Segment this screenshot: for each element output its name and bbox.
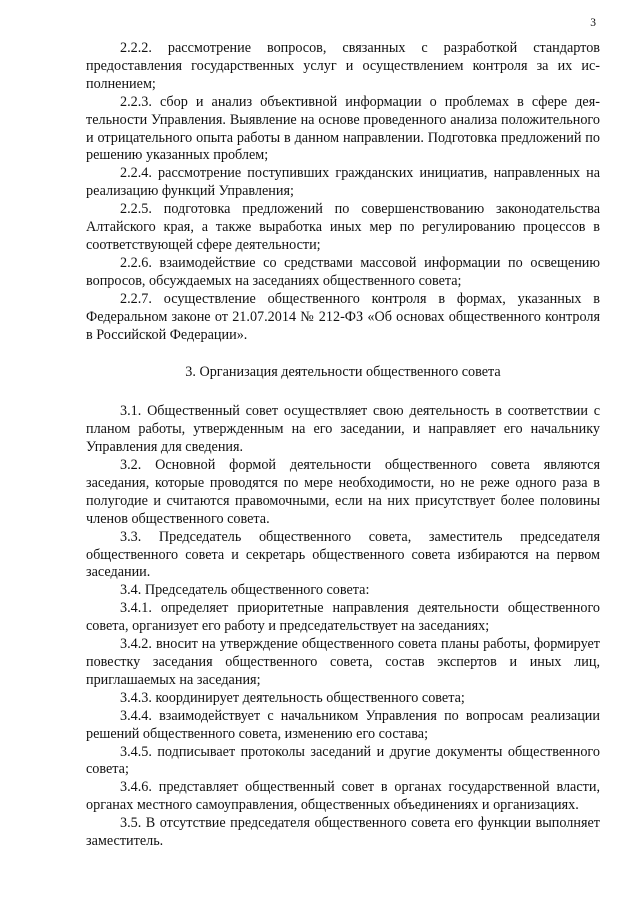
paragraph-3-4-1: 3.4.1. определяет приоритетные направления деятельности общественного совета, организует его работу и председательствует на заседаниях; — [86, 600, 600, 635]
paragraph-3-5: 3.5. В отсутствие председателя общественного совета его функции выполняет заместитель. — [86, 815, 600, 850]
paragraph-3-2: 3.2. Основной формой деятельности общественного совета являются заседания, которые проводятся по мере необходимости, но не реже одного раза в полугодие и считаются правомочными, если на них присутствует более половины членов общественного совета. — [86, 457, 600, 527]
paragraph-3-4-4: 3.4.4. взаимодействует с начальником Управления по вопросам реализации решений общественного совета, изменению его состава; — [86, 707, 600, 742]
paragraph-2-2-4: 2.2.4. рассмотрение поступивших гражданских инициатив, направленных на реализацию функций Управления; — [86, 165, 600, 200]
section-3-list — [86, 403, 600, 851]
section-2-list — [86, 40, 600, 344]
paragraph-3-4-6: 3.4.6. представляет общественный совет в органах государственной власти, органах местного самоуправления, общественных объединениях и организациях. — [86, 779, 600, 814]
paragraph-2-2-6: 2.2.6. взаимодействие со средствами массовой информации по освещению вопросов, обсуждаемых на заседаниях общественного совета; — [86, 254, 600, 289]
paragraph-2-2-2: 2.2.2. рассмотрение вопросов, связанных с разработкой стандартов предоставления государственных услуг и осуществлением контроля за их исполнением; — [86, 40, 600, 92]
paragraph-3-4-3: 3.4.3. координирует деятельность общественного совета; — [120, 689, 465, 706]
paragraph-3-4-2: 3.4.2. вносит на утверждение общественного совета планы работы, формирует повестку заседания общественного совета, состав экспертов и иных лиц, приглашаемых на заседания; — [86, 636, 600, 688]
page-number: 3 — [590, 17, 596, 29]
paragraph-2-2-5: 2.2.5. подготовка предложений по совершенствованию законодательства Алтайского края, а также выработка иных мер по регулированию процессов в соответствующей сфере деятельности; — [86, 201, 600, 253]
paragraph-2-2-7: 2.2.7. осуществление общественного контроля в формах, указанных в Федеральном законе от 21.07.2014 № 212-ФЗ «Об основах общественного контроля в Российской Федерации». — [86, 290, 600, 343]
paragraph-3-4: 3.4. Председатель общественного совета: — [120, 582, 370, 599]
paragraph-3-1: 3.1. Общественный совет осуществляет свою деятельность в соответствии с планом работы, утвержденным на его заседании, и направляет его начальнику Управления для сведения. — [86, 403, 600, 456]
paragraph-3-3: 3.3. Председатель общественного совета, заместитель председателя общественного совета и секретарь общественного совета избираются на первом заседании. — [86, 528, 600, 581]
paragraph-2-2-3: 2.2.3. сбор и анализ объективной информации о проблемах в сфере деятельности Управления. Выявление на основе проведенного анализа положительного и отрицательного опыта работы в данном направлении. Подготовка предложений по решению указанных проблем; — [86, 93, 600, 164]
paragraph-3-4-5: 3.4.5. подписывает протоколы заседаний и другие документы общественного совета; — [86, 743, 600, 778]
section-3-heading: 3. Организация деятельности общественного совета — [185, 364, 501, 381]
